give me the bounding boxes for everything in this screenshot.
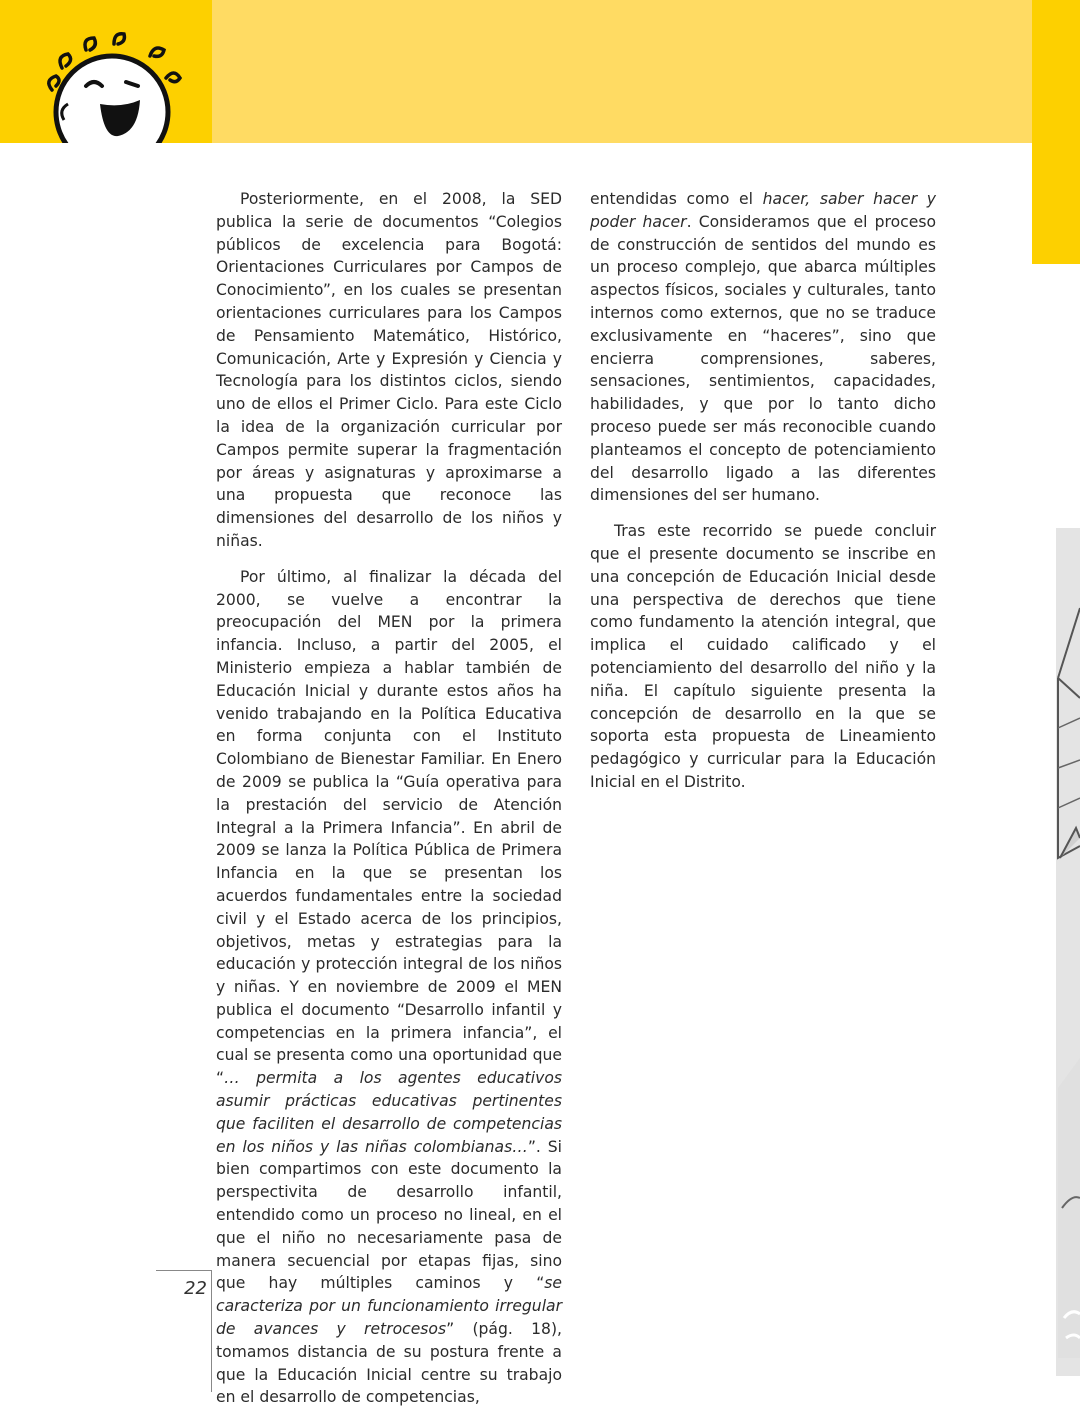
quote-text: se caracteriza por un funcionamiento irregular de avances y retrocesos bbox=[216, 1274, 562, 1339]
folio-rule bbox=[156, 1270, 212, 1271]
text-column-left bbox=[216, 188, 562, 1422]
header-band bbox=[212, 0, 1032, 143]
text-column-right bbox=[590, 188, 936, 807]
paragraph-text: ”. Si bien compartimos con este documento la perspectivita de desarrollo infantil, entendido como un proceso no lineal, en el que el niño no necesariamente pasa de manera secuencial por etapas fijas, sino que hay múltiples caminos y “ bbox=[216, 1137, 562, 1293]
paragraph bbox=[216, 566, 562, 1409]
folio-rule bbox=[211, 1270, 212, 1392]
quote-text: … permita a los agentes educativos asumir prácticas educativas pertinentes que faciliten el desarrollo de competencias en los niños y las niñas colombianas… bbox=[216, 1069, 562, 1156]
paragraph: Posteriormente, en el 2008, la SED publica la serie de documentos “Colegios públicos de excelencia para Bogotá: Orientaciones Curriculares por Campos de Conocimiento”, en los cuales se presentan orientaciones curriculares para los Campos de Pensamiento Matemático, Histórico, Comunicación, Arte y Expresión y Ciencia y Tecnología para los distintos ciclos, siendo uno de ellos el Primer Ciclo. Para este Ciclo la idea de la organización curricular por Campos permite superar la fragmentación por áreas y asignaturas y aproximarse a una propuesta que reconoce las dimensiones del desarrollo de los niños y niñas. bbox=[216, 190, 562, 550]
illustration-edge-icon bbox=[1056, 528, 1080, 1376]
smiling-sun-face-icon bbox=[0, 0, 212, 143]
right-edge-tab bbox=[1032, 0, 1080, 264]
paragraph-text: Por último, al finalizar la década del 2000, se vuelve a encontrar la preocupación del MEN por la primera infancia. Incluso, a partir del 2005, el Ministerio empieza a hablar también de Educación Inicial y durante estos años ha venido trabajando en la Política Educativa en forma conjunta con el Instituto Colombiano de Bienestar Familiar. En Enero de 2009 se publica la “Guía operativa para la prestación del servicio de Atención Integral a la Primera Infancia”. En abril de 2009 se lanza la Política Pública de Primera Infancia en la que se presentan los acuerdos fundamentales entre la sociedad civil y el Estado acerca de los principios, objetivos, metas y estrategias para la educación y protección integral de los niños y niñas. Y en noviembre de 2009 el MEN publica el documento “Desarrollo infantil y competencias en la primera infancia”, el cual se presenta como una oportunidad que “ bbox=[216, 567, 562, 1088]
header-logo-box bbox=[0, 0, 212, 143]
paragraph bbox=[590, 188, 936, 507]
illustration-edge bbox=[1056, 528, 1080, 1376]
paragraph-text: entendidas como el bbox=[590, 190, 763, 208]
page-number: 22 bbox=[184, 1278, 207, 1299]
paragraph-text: ” (pág. 18), tomamos distancia de su postura frente a que la Educación Inicial centre su trabajo en el desarrollo de competencias, bbox=[216, 1320, 562, 1407]
paragraph-text: . Consideramos que el proceso de construcción de sentidos del mundo es un proceso complejo, que abarca múltiples aspectos físicos, sociales y culturales, tanto internos como externos, que no se traduce exclusivamente en “haceres”, sino que encierra comprensiones, saberes, sensaciones, sentimientos, capacidades, habilidades, y que por lo tanto dicho proceso puede ser más reconocible cuando planteamos el concepto de potenciamiento del desarrollo ligado a las diferentes dimensiones del ser humano. bbox=[590, 212, 936, 505]
emphasis-text: hacer, saber hacer y poder hacer bbox=[590, 190, 936, 231]
paragraph: Tras este recorrido se puede concluir que el presente documento se inscribe en una concepción de Educación Inicial desde una perspectiva de derechos que tiene como fundamento la atención integral, que implica el cuidado calificado y el potenciamiento del desarrollo del niño y la niña. El capítulo siguiente presenta la concepción de desarrollo en la que se soporta esta propuesta de Lineamiento pedagógico y curricular para la Educación Inicial en el Distrito. bbox=[590, 522, 936, 791]
